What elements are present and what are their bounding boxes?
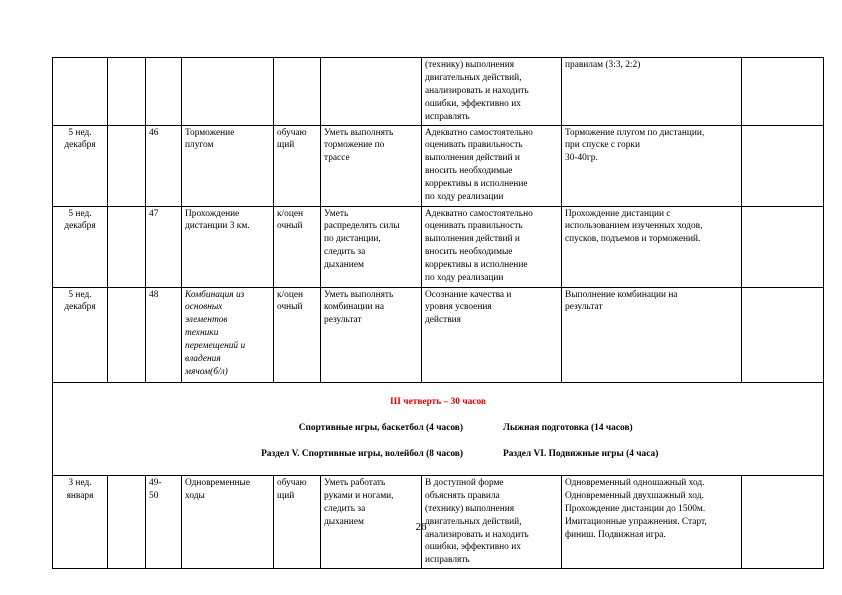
table-row <box>53 287 824 382</box>
date-cell: 3 нед. января <box>53 475 108 568</box>
table-row <box>53 58 824 126</box>
date-cell: 5 нед. декабря <box>53 287 108 382</box>
lesson-number-cell <box>146 58 182 126</box>
empty-cell <box>108 58 146 126</box>
empty-cell <box>108 287 146 382</box>
lesson-type-cell: обучаю щий <box>274 125 321 206</box>
skills-cell: Уметь работать руками и ногами, следить за дыханием <box>321 475 422 568</box>
date-cell <box>53 58 108 126</box>
section-basketball: Спортивные игры, баскетбол (4 часов) <box>298 423 463 434</box>
empty-cell <box>742 58 824 126</box>
topic-cell: Одновременные ходы <box>182 475 274 568</box>
date-cell: 5 нед. декабря <box>53 206 108 287</box>
empty-cell <box>742 125 824 206</box>
empty-cell <box>742 287 824 382</box>
skills-cell: Уметь распределять силы по дистанции, следить за дыханием <box>321 206 422 287</box>
lesson-number-cell: 48 <box>146 287 182 382</box>
skills-cell: Уметь выполнять комбинации на результат <box>321 287 422 382</box>
lesson-number-cell: 47 <box>146 206 182 287</box>
section-outdoor-games: Раздел VI. Подвижные игры (4 часа) <box>503 449 659 460</box>
control-cell: Адекватно самостоятельно оценивать правильность выполнения действий и вносить необходимые коррективы в исполнение по ходу реализации <box>422 206 562 287</box>
topic-cell: Комбинация из основных элементов техники перемещений и владения мячом(б/л) <box>182 287 274 382</box>
empty-cell <box>742 206 824 287</box>
lesson-number-cell: 46 <box>146 125 182 206</box>
lesson-type-cell: к/оцен очный <box>274 287 321 382</box>
table-row <box>53 206 824 287</box>
page-number: 26 <box>415 521 427 533</box>
control-cell: В доступной форме объяснять правила (технику) выполнения двигательных действий, анализировать и находить ошибки, эффективно их исправлять <box>422 475 562 568</box>
skills-cell <box>321 58 422 126</box>
content-cell: Выполнение комбинации на результат <box>562 287 742 382</box>
skills-cell: Уметь выполнять торможение по трассе <box>321 125 422 206</box>
topic-cell <box>182 58 274 126</box>
section-volleyball: Раздел V. Спортивные игры, волейбол (8 часов) <box>261 449 463 460</box>
lesson-plan-table <box>52 57 824 569</box>
content-cell: Прохождение дистанции с использованием изученных ходов, спусков, подъемов и торможений. <box>562 206 742 287</box>
control-cell: Адекватно самостоятельно оценивать правильность выполнения действий и вносить необходимые коррективы в исполнение по ходу реализации <box>422 125 562 206</box>
lesson-number-cell: 49- 50 <box>146 475 182 568</box>
content-cell: Одновременный одношажный ход. Одновременный двухшажный ход. Прохождение дистанции до 1500м. Имитационные упражнения. Старт, финиш. Подвижная игра. <box>562 475 742 568</box>
empty-cell <box>108 206 146 287</box>
topic-cell: Торможение плугом <box>182 125 274 206</box>
empty-cell <box>108 125 146 206</box>
lesson-type-cell: обучаю щий <box>274 475 321 568</box>
quarter-header <box>53 382 824 475</box>
lesson-type-cell: к/оцен очный <box>274 206 321 287</box>
control-cell: Осознание качества и уровня усвоения действия <box>422 287 562 382</box>
quarter-title: III четверть – 30 часов <box>390 397 486 408</box>
section-skiing: Лыжная подготовка (14 часов) <box>503 423 633 434</box>
table-row <box>53 125 824 206</box>
date-cell: 5 нед. декабря <box>53 125 108 206</box>
lesson-type-cell <box>274 58 321 126</box>
topic-cell: Прохождение дистанции 3 км. <box>182 206 274 287</box>
content-cell: Торможение плугом по дистанции, при спуске с горки 30-40гр. <box>562 125 742 206</box>
content-cell: правилам (3:3, 2:2) <box>562 58 742 126</box>
quarter-header-row <box>53 382 824 475</box>
control-cell: (технику) выполнения двигательных действий, анализировать и находить ошибки, эффективно их исправлять <box>422 58 562 126</box>
